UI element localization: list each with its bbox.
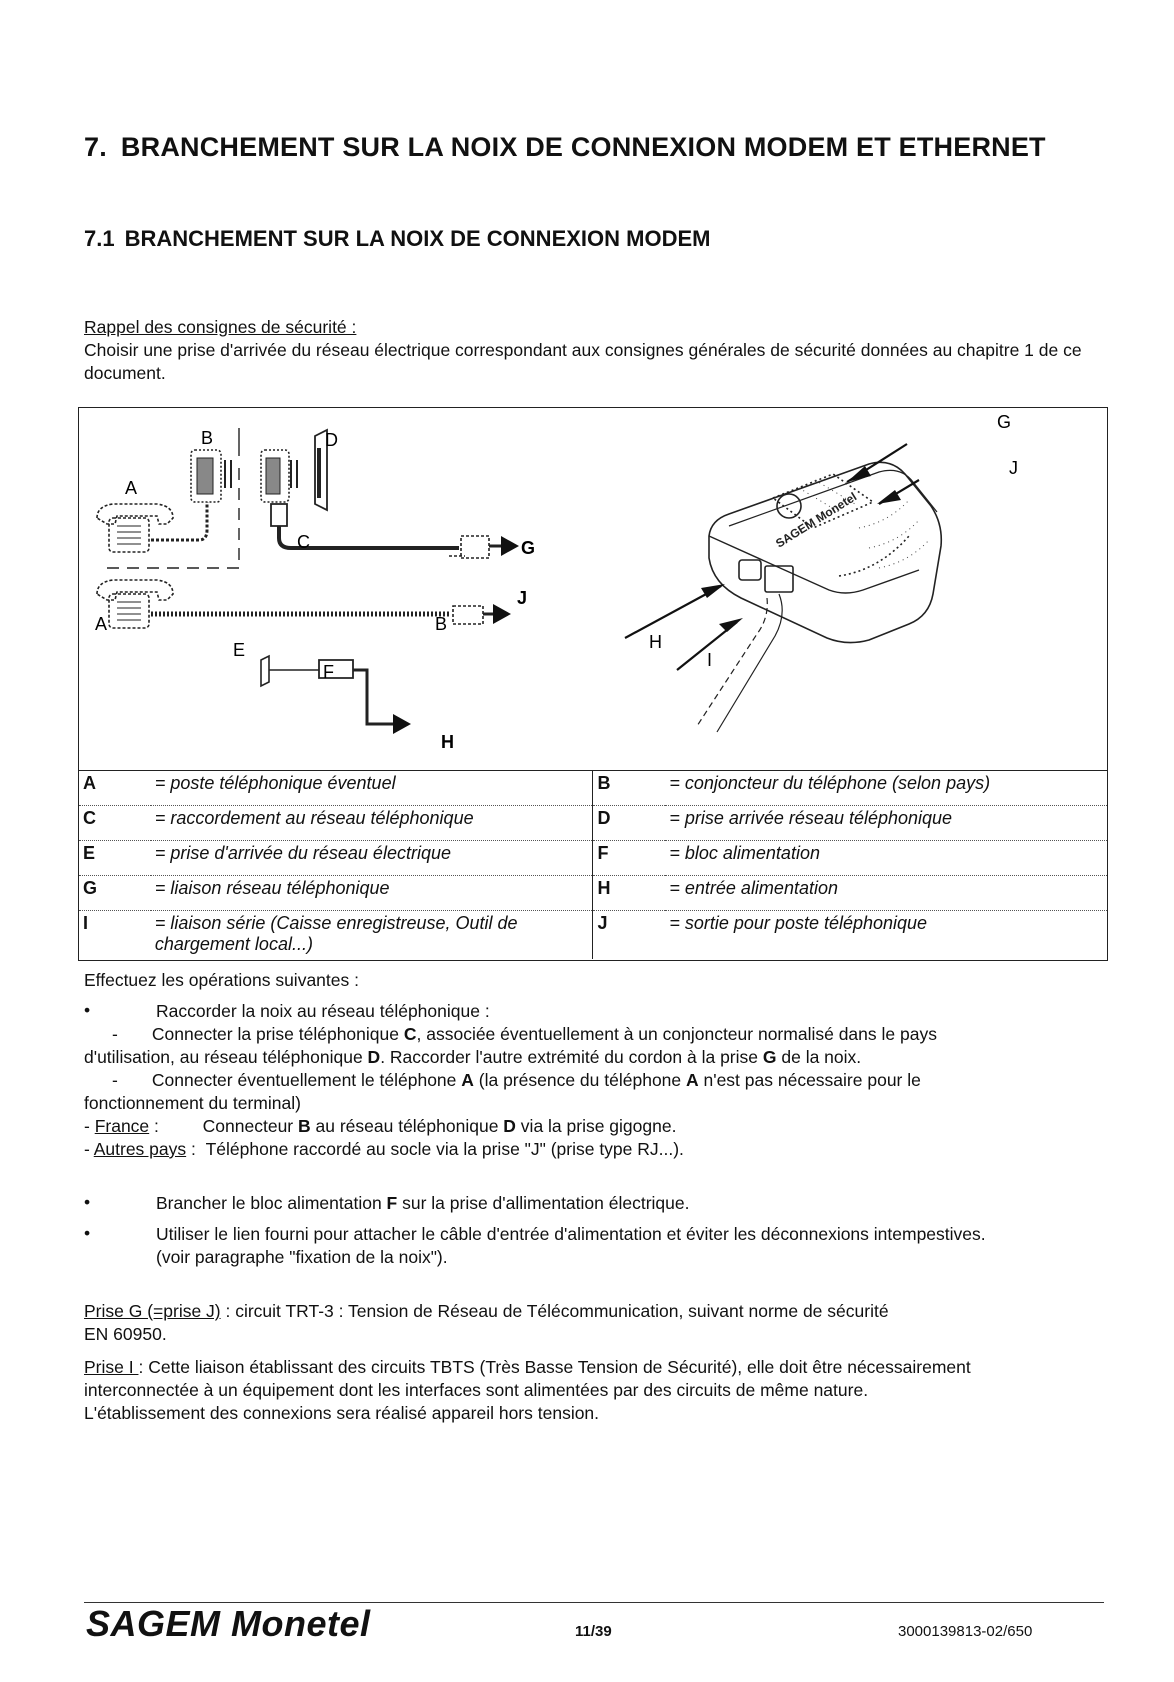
section-title: BRANCHEMENT SUR LA NOIX DE CONNEXION MODEM ET ETHERNET <box>120 132 1046 162</box>
safety-reminder <box>84 316 1094 385</box>
label-e: E <box>233 640 246 660</box>
legend-row <box>79 841 1107 876</box>
legend-key: I <box>79 911 151 960</box>
step-1b: - Connecter éventuellement le téléphone A (la présence du téléphone A n'est pas nécessaire pour le <box>112 1070 921 1090</box>
label-g-right: G <box>997 412 1012 432</box>
section-number: 7. <box>84 132 107 162</box>
note-prise-i-cont2: L'établissement des connexions sera réalisé appareil hors tension. <box>84 1403 600 1423</box>
connector-b-top-icon <box>191 428 239 502</box>
label-d: D <box>325 430 338 450</box>
legend-value: = entrée alimentation <box>665 876 1107 911</box>
label-c: C <box>297 532 310 552</box>
modem-device-icon <box>697 462 941 732</box>
legend-key: J <box>593 911 665 960</box>
label-i-right: I <box>707 650 713 670</box>
section-heading <box>84 132 1046 163</box>
plug-c-icon <box>271 504 287 526</box>
page-number: 11/39 <box>575 1623 612 1640</box>
legend-value: = bloc alimentation <box>665 841 1107 876</box>
step-1a-cont: d'utilisation, au réseau téléphonique D. Raccorder l'autre extrémité du cordon à la prise G de la noix. <box>84 1047 862 1067</box>
device-brand-label: SAGEM Monetel <box>773 489 860 551</box>
other-countries-line: - Autres pays : Téléphone raccordé au socle via la prise "J" (prise type RJ...). <box>84 1139 684 1159</box>
legend-value: = poste téléphonique éventuel <box>151 771 593 806</box>
step-1b-cont: fonctionnement du terminal) <box>84 1093 301 1113</box>
legend-value: = liaison réseau téléphonique <box>151 876 593 911</box>
legend-key: D <box>593 806 665 841</box>
step-3: Utiliser le lien fourni pour attacher le câble d'entrée d'alimentation et éviter les déconnexions intempestives. <box>156 1224 986 1244</box>
label-a-bottom: A <box>95 614 108 634</box>
step-1: Raccorder la noix au réseau téléphonique : <box>156 1001 490 1021</box>
legend-value: = conjoncteur du téléphone (selon pays) <box>665 771 1107 806</box>
legend-key: B <box>593 771 665 806</box>
bullet-icon: • <box>84 1000 91 1020</box>
label-j-right: J <box>1009 458 1018 478</box>
subsection-number: 7.1 <box>84 226 115 251</box>
note-prise-g-cont: EN 60950. <box>84 1324 167 1344</box>
france-line: - France : Connecteur B au réseau téléphonique D via la prise gigogne. <box>84 1116 677 1136</box>
label-h: H <box>441 732 454 752</box>
label-b-top: B <box>201 428 214 448</box>
legend-key: A <box>79 771 151 806</box>
safety-title: Rappel des consignes de sécurité : <box>84 317 357 337</box>
connector-b-second-icon <box>261 450 297 502</box>
socket-e-icon <box>261 656 319 686</box>
legend-value: = sortie pour poste téléphonique <box>665 911 1107 960</box>
label-h-right: H <box>649 632 662 652</box>
legend-row <box>79 806 1107 841</box>
legend-key: C <box>79 806 151 841</box>
telephone-a-top-icon <box>97 504 173 552</box>
step-3-cont: (voir paragraphe "fixation de la noix"). <box>156 1247 448 1267</box>
bullet-icon: • <box>84 1192 91 1212</box>
subsection-heading <box>84 226 710 252</box>
legend-row <box>79 911 1107 960</box>
step-1a: - Connecter la prise téléphonique C, associée éventuellement à un conjoncteur normalisé dans le pays <box>112 1024 937 1044</box>
note-prise-i-cont: interconnectée à un équipement dont les interfaces sont alimentées par des circuits de même nature. <box>84 1380 869 1400</box>
legend-value: = prise d'arrivée du réseau électrique <box>151 841 593 876</box>
step-2: Brancher le bloc alimentation F sur la prise d'allimentation électrique. <box>156 1193 690 1213</box>
note-prise-i: Prise I : Cette liaison établissant des circuits TBTS (Très Basse Tension de Sécurité), elle doit être nécessairement <box>84 1357 971 1377</box>
connection-diagram <box>79 408 1107 770</box>
footer-brand-logo: SAGEM Monetel <box>86 1603 371 1644</box>
legend-row <box>79 876 1107 911</box>
connection-figure <box>78 407 1108 961</box>
legend-key: G <box>79 876 151 911</box>
label-b-bottom: B <box>435 614 448 634</box>
legend-value: = liaison série (Caisse enregistreuse, Outil de chargement local...) <box>151 911 593 960</box>
label-j: J <box>517 588 528 608</box>
document-reference: 3000139813-02/650 <box>898 1623 1033 1640</box>
legend-value: = prise arrivée réseau téléphonique <box>665 806 1107 841</box>
legend-value: = raccordement au réseau téléphonique <box>151 806 593 841</box>
label-g: G <box>521 538 536 558</box>
operations-intro: Effectuez les opérations suivantes : <box>84 970 359 990</box>
label-f: F <box>323 662 334 682</box>
note-prise-g: Prise G (=prise J) : circuit TRT-3 : Tension de Réseau de Télécommunication, suivant norme de sécurité <box>84 1301 889 1321</box>
label-a-top: A <box>125 478 138 498</box>
bullet-icon: • <box>84 1223 91 1243</box>
subsection-title: BRANCHEMENT SUR LA NOIX DE CONNEXION MODEM <box>124 226 711 251</box>
legend-table <box>79 770 1107 959</box>
legend-row <box>79 771 1107 806</box>
legend-key: H <box>593 876 665 911</box>
telephone-a-bottom-icon <box>97 580 173 628</box>
telephone-a-cord <box>151 502 207 540</box>
legend-key: E <box>79 841 151 876</box>
legend-key: F <box>593 841 665 876</box>
safety-text: Choisir une prise d'arrivée du réseau électrique correspondant aux consignes générales de sécurité données au chapitre 1 de ce document. <box>84 340 1082 383</box>
